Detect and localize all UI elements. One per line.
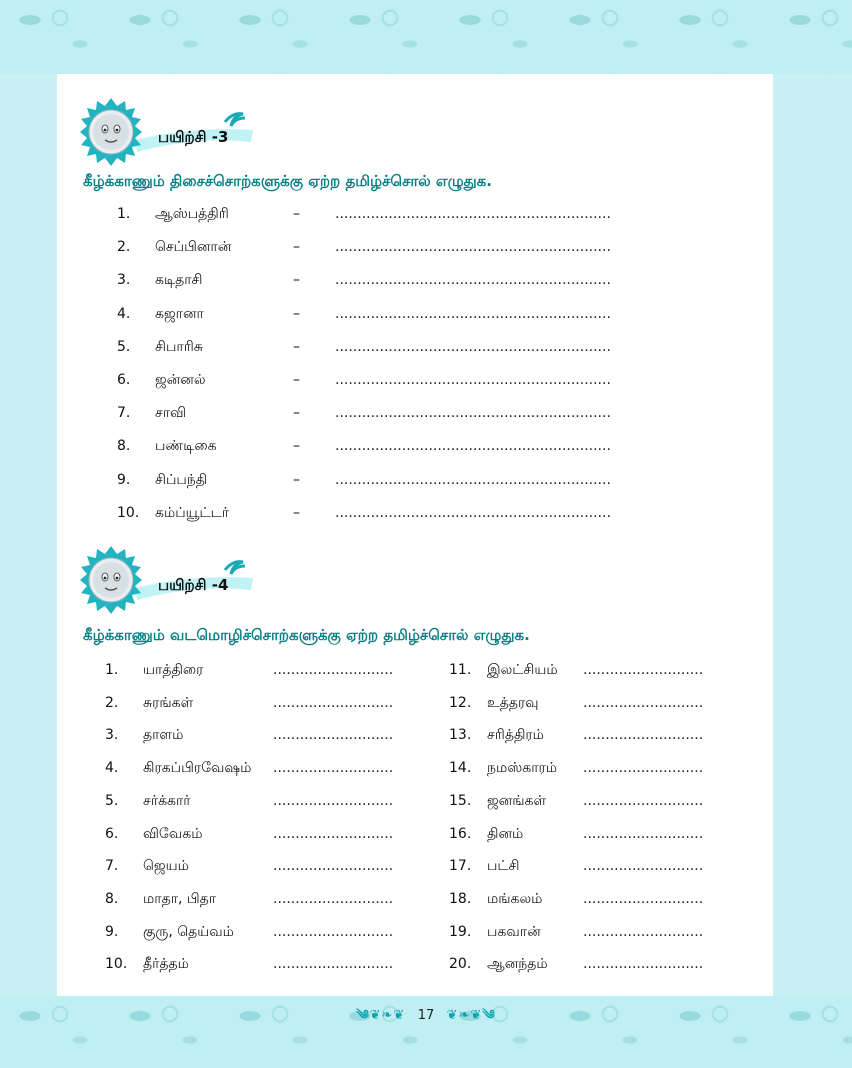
item-number: 11. [449, 662, 472, 678]
item-word: தினம் [487, 825, 524, 842]
item-word: சுரங்கள் [143, 694, 194, 711]
item-word: மாதா, பிதா [143, 890, 217, 907]
list-item [105, 891, 405, 915]
list-item [105, 662, 405, 686]
list-item [105, 695, 405, 719]
list-item [449, 662, 749, 686]
item-dash: – [293, 471, 300, 488]
answer-blank[interactable]: ........................... [583, 956, 704, 973]
list-item [449, 826, 749, 850]
item-number: 6. [105, 825, 119, 842]
item-word: இலட்சியம் [487, 662, 558, 678]
exercise-4-instruction: கீழ்க்காணும் வடமொழிச்சொற்களுக்கு ஏற்ற தமிழ்ச்சொல் எழுதுக. [83, 626, 530, 644]
item-word: நமஸ்காரம் [487, 760, 558, 777]
item-dash: – [293, 305, 300, 322]
item-word: மங்கலம் [487, 890, 543, 907]
item-number: 3. [117, 272, 131, 289]
answer-blank[interactable]: .............................................................. [335, 338, 611, 355]
item-number: 4. [117, 305, 131, 322]
answer-blank[interactable]: ........................... [273, 662, 394, 678]
list-item [117, 206, 677, 230]
list-item [105, 793, 405, 817]
item-number: 17. [449, 858, 472, 875]
answer-blank[interactable]: ........................... [273, 727, 394, 744]
item-word: உத்தரவு [487, 694, 539, 711]
answer-blank[interactable]: ........................... [583, 825, 704, 842]
item-number: 10. [105, 956, 128, 973]
item-number: 9. [117, 471, 131, 488]
item-word: பகவான் [487, 923, 541, 940]
list-item [449, 760, 749, 784]
item-dash: – [293, 239, 300, 256]
list-item [449, 695, 749, 719]
item-word: சரித்திரம் [487, 727, 544, 744]
list-item [105, 924, 405, 948]
item-word: சர்க்கார் [143, 792, 191, 809]
item-number: 13. [449, 727, 472, 744]
answer-blank[interactable]: ........................... [273, 825, 394, 842]
list-item [449, 924, 749, 948]
worksheet-page [57, 74, 773, 996]
item-word: கிரகப்பிரவேஷம் [143, 760, 252, 777]
exercise-3-heading [75, 96, 265, 168]
list-item [105, 858, 405, 882]
item-word: யாத்திரை [143, 662, 204, 678]
answer-blank[interactable]: ........................... [583, 694, 704, 711]
answer-blank[interactable]: .............................................................. [335, 239, 611, 256]
answer-blank[interactable]: .............................................................. [335, 305, 611, 322]
item-word: சிப்பந்தி [155, 471, 208, 488]
item-word: ஜனங்கள் [487, 792, 547, 809]
list-item [117, 372, 677, 396]
item-word: சிபாரிசு [155, 338, 203, 355]
ornament-right-icon: ❦❧❦༄ [446, 1008, 496, 1023]
list-item [105, 826, 405, 850]
item-dash: – [293, 338, 300, 355]
answer-blank[interactable]: ........................... [273, 792, 394, 809]
item-number: 6. [117, 372, 131, 388]
item-word: தீர்த்தம் [143, 956, 189, 973]
answer-blank[interactable]: ........................... [273, 890, 394, 907]
exercise-4-heading [75, 544, 265, 616]
item-number: 1. [105, 662, 119, 678]
item-dash: – [293, 504, 300, 521]
answer-blank[interactable]: ........................... [583, 727, 704, 744]
answer-blank[interactable]: ........................... [273, 760, 394, 777]
ornament-left-icon: ༄❦❧❦ [356, 1008, 406, 1023]
item-number: 3. [105, 727, 119, 744]
item-number: 8. [105, 890, 119, 907]
list-item [449, 793, 749, 817]
item-number: 12. [449, 694, 472, 711]
exercise-4-title: பயிற்சி -4 [158, 576, 229, 594]
answer-blank[interactable]: .............................................................. [335, 504, 611, 521]
list-item [449, 858, 749, 882]
item-number: 5. [105, 792, 119, 809]
item-dash: – [293, 405, 300, 422]
item-number: 2. [105, 694, 119, 711]
item-word: கடிதாசி [155, 272, 203, 289]
item-number: 7. [105, 858, 119, 875]
answer-blank[interactable]: ........................... [273, 956, 394, 973]
item-number: 15. [449, 792, 472, 809]
answer-blank[interactable]: .............................................................. [335, 405, 611, 422]
answer-blank[interactable]: .............................................................. [335, 471, 611, 488]
list-item [117, 472, 677, 496]
list-item [117, 239, 677, 263]
answer-blank[interactable]: .............................................................. [335, 372, 611, 388]
answer-blank[interactable]: ........................... [273, 923, 394, 940]
item-word: விவேகம் [143, 825, 203, 842]
list-item [117, 438, 677, 462]
item-dash: – [293, 372, 300, 388]
item-word: ஆஸ்பத்திரி [155, 206, 229, 222]
answer-blank[interactable]: ........................... [583, 858, 704, 875]
decorative-top-border [0, 0, 852, 74]
page-number: 17 [417, 1008, 435, 1023]
item-number: 16. [449, 825, 472, 842]
list-item [105, 956, 405, 980]
item-word: ஜன்னல் [155, 372, 206, 388]
list-item [105, 727, 405, 751]
item-word: ஜெயம் [143, 858, 189, 875]
answer-blank[interactable]: ........................... [583, 760, 704, 777]
item-number: 20. [449, 956, 472, 973]
list-item [117, 339, 677, 363]
item-dash: – [293, 438, 300, 455]
item-number: 5. [117, 338, 131, 355]
item-number: 18. [449, 890, 472, 907]
item-number: 8. [117, 438, 131, 455]
item-word: கஜானா [155, 305, 204, 322]
item-number: 10. [117, 504, 140, 521]
item-number: 7. [117, 405, 131, 422]
answer-blank[interactable]: .............................................................. [335, 438, 611, 455]
item-word: சாவி [155, 405, 186, 422]
answer-blank[interactable]: ........................... [583, 662, 704, 678]
exercise-3-instruction: கீழ்க்காணும் திசைச்சொற்களுக்கு ஏற்ற தமிழ்ச்சொல் எழுதுக. [83, 172, 492, 190]
item-dash: – [293, 272, 300, 289]
list-item [449, 727, 749, 751]
answer-blank[interactable]: ........................... [583, 890, 704, 907]
list-item [117, 505, 677, 529]
answer-blank[interactable]: ........................... [583, 923, 704, 940]
answer-blank[interactable]: .............................................................. [335, 206, 611, 222]
item-number: 14. [449, 760, 472, 777]
list-item [449, 891, 749, 915]
list-item [117, 272, 677, 296]
item-word: பண்டிகை [155, 438, 217, 455]
answer-blank[interactable]: ........................... [273, 858, 394, 875]
answer-blank[interactable]: ........................... [273, 694, 394, 711]
item-dash: – [293, 206, 300, 222]
answer-blank[interactable]: ........................... [583, 792, 704, 809]
list-item [117, 306, 677, 330]
item-word: செப்பினான் [155, 239, 232, 256]
list-item [105, 760, 405, 784]
exercise-3-title: பயிற்சி -3 [158, 128, 229, 146]
item-number: 19. [449, 923, 472, 940]
item-number: 1. [117, 206, 131, 222]
item-number: 2. [117, 239, 131, 256]
list-item [117, 405, 677, 429]
item-word: பட்சி [487, 858, 520, 875]
list-item [449, 956, 749, 980]
item-number: 4. [105, 760, 119, 777]
page-footer [0, 1000, 852, 1037]
item-word: ஆனந்தம் [487, 956, 548, 973]
item-number: 9. [105, 923, 119, 940]
item-word: கம்ப்யூட்டர் [155, 504, 230, 521]
item-word: குரு, தெய்வம் [143, 923, 234, 940]
answer-blank[interactable]: .............................................................. [335, 272, 611, 289]
item-word: தாளம் [143, 727, 184, 744]
